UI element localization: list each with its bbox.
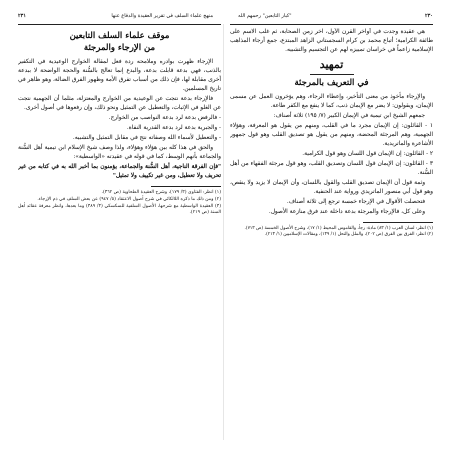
right-paragraph: وعلى كل، فالإرجاء والمرجئة بدعة داخلة عند فرق منازعة الأصول. [268, 208, 425, 215]
right-list-item: ١ - القائلون: إن الإيمان مجرد ما في القلب، ومنهم من يقول هو المعرفة، وهؤلاء الجهمية، وهم المرجئة المحضة، ومنهم من يقول هو تصديق القلب وهو قول جمهور الأشاعرة والماتريدية. [230, 122, 433, 147]
right-running-title: "كبار التابعين" رحمهم الله [238, 13, 292, 19]
left-list-item: - والجبرية بدعة لرد بدعة القدرية النفاة. [126, 124, 221, 131]
left-footnote: (١) انظر: الفتاوى (٣/ ١٧٩)، وشرح العقيدة الطحاوية (ص ٣٦٢). [101, 189, 221, 195]
left-running-title: منهج علماء السلف في تقرير العقيدة والدفاع عنها [111, 13, 213, 19]
left-list-item: - والتعطيل لأسماء الله وصفاته نتج في مقابل التمثيل والتشبيه. [72, 135, 221, 141]
right-paragraph: فتحصلت الأقوال في الإرجاء خمسة ترجع إلى ثلاثة أصناف. [286, 198, 425, 205]
left-footnote: (٢) ومن ذلك ما ذكره اللالكائي في شرح أصول الاعتقاد (٥/ ٩٤٧) عن بعض السلف في ذم الإرجاء. [37, 196, 221, 202]
right-page-number: ٢٣٠ [424, 13, 433, 19]
page-gutter [223, 24, 224, 440]
right-page-header [230, 12, 433, 25]
right-section-title: تمهيد [319, 57, 344, 71]
left-paragraph: الإرجاء ظهرت بوادره وملامحه ردة فعل لمقالة الخوارج الوعيدية في التكفير بالذنب، فهي بدعة قابلت بدعة، والبدع إنما تعالج بالسُّنة والحجة الواضحة لا ببدعة أخرى مقابلة لها، فإن ذلك من أسباب تفرق الأمة وظهور الفرق الضالة، وهو ظاهر في تاريخ المسلمين. [18, 59, 221, 92]
left-paragraph: فالإرجاء بدعة نتجت عن الوعيدية من الخوارج والمعتزلة، مثلما أن الجهمية نتجت عن الغلو في الإثبات، والتعطيل عن التمثيل ونحو ذلك، وإن رفعوها في أصول أخرى. [18, 95, 221, 111]
right-paragraph: وثمة قول أن الإيمان تصديق القلب والقول باللسان، وأن الإيمان لا يزيد ولا ينقص، وهو قول أبي منصور الماتريدي ورواية عند الحنفية. [230, 179, 433, 195]
left-footnote: (٣) العقيدة الواسطية مع شرحها، الأصول السلفية للسكسكي (٣/ ٣٨٩) وما بعدها، وانظر معرفة عقائد أهل السنة (ص ٢١٩). [18, 203, 221, 216]
right-list-item: ٢ - القائلون: إن الإيمان قول اللسان وهو قول الكرامية. [302, 150, 433, 157]
left-section-title: موقف علماء السلف التابعين [69, 31, 170, 41]
left-list-item: - فالرفض بدعة لرد بدعة النواصب من الخوارج. [108, 114, 221, 121]
left-quote: "فإن الفرقة الناجية، أهل السُّنة والجماعة، يؤمنون بما أخبر الله به في كتابه من غير تحريف ولا تعطيل، ومن غير تكييف ولا تمثيل" [18, 164, 221, 179]
footnote-rule [151, 186, 221, 187]
title-underline [310, 74, 354, 75]
left-page-header [18, 12, 221, 25]
right-intro-paragraph: هي عقيدة وجدت في أواخر القرن الأول، آخر زمن الصحابة، ثم غلب الاسم على طائفة الكرامية؛ أتباع محمد بن كرام السجستاني الزاهد المبتدع، جمع أرجاء المذاهب الإسلامية زاعماً في خراسان تمييزه لهم عن التجسيم والتشبيه. [230, 29, 433, 53]
footnote-rule [363, 222, 433, 223]
left-page-number: ٢٣١ [18, 13, 27, 19]
right-paragraph: والإرجاء مأخوذ من معنى التأخير، وإعطاء الرجاء، وهم يؤخرون العمل عن مسمى الإيمان، ويقولون: لا يضر مع الإيمان ذنب، كما لا ينفع مع الكفر طاعة. [230, 93, 433, 109]
right-footnote: (٢) انظر: الفرق بين الفرق (ص ٢٠٢)، والملل والنحل (١/ ١٣٩)، ومقالات الإسلاميين (١/ ٢١٣). [264, 232, 433, 238]
right-list-item: ٣ - القائلون: إن الإيمان قول اللسان وتصديق القلب، وهو قول مرجئة الفقهاء من أهل السُّنة. [230, 160, 433, 176]
left-paragraph: والحق في هذا كله بين هؤلاء وهؤلاء، ولذا وصف شيخ الإسلام ابن تيمية أهل السُّنة والجماعة بأنهم الوسط، كما في قوله في عقيدته «الواسطية»: [18, 145, 221, 160]
right-section-subtitle: في التعريف بالمرجئة [294, 77, 369, 88]
left-page [18, 28, 221, 438]
right-footnote: (١) انظر: لسان العرب (١/ ٨٣) مادة: رجأ، والقاموس المحيط (١/ ١٧)، وشرح الأصول الخمسة (ص ٧١٣). [244, 225, 433, 231]
left-section-subtitle: من الإرجاء والمرجئة [83, 43, 156, 53]
right-paragraph: جمعهم الشيخ ابن تيمية في الإيمان الكبير (٧/ ١٩٥) ثلاثة أصناف: [273, 112, 425, 119]
right-page [230, 28, 433, 438]
